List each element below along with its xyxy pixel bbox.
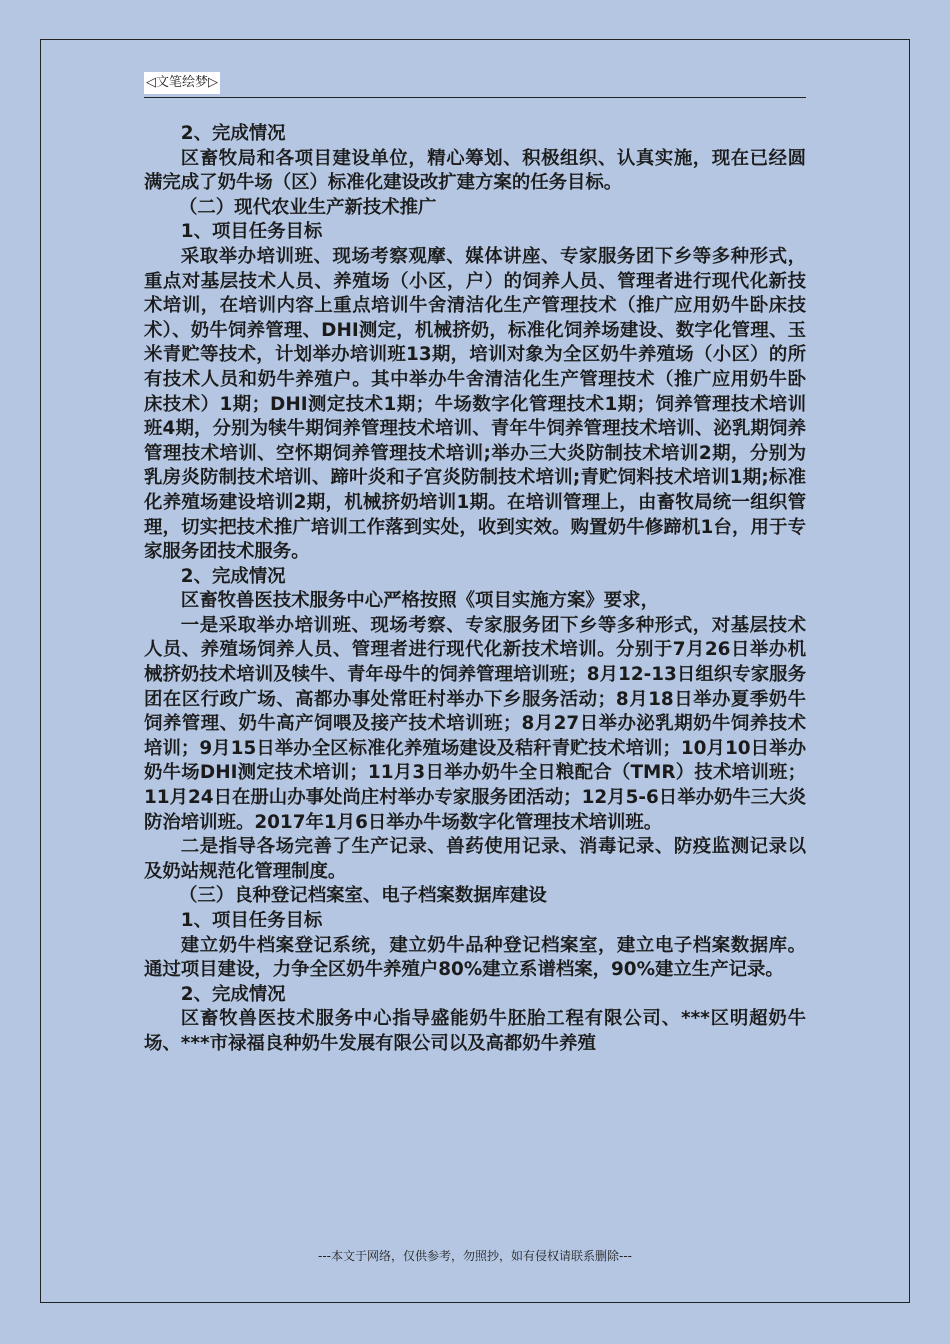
paragraph: 2、完成情况 — [180, 565, 286, 587]
paragraph: 建立奶牛档案登记系统，建立奶牛品种登记档案室，建立电子档案数据库。通过项目建设，力争全区奶牛养殖户80%建立系谱档案，90%建立生产记录。 — [144, 934, 806, 981]
section-heading: （三）良种登记档案室、电子档案数据库建设 — [178, 885, 547, 907]
section-heading: （二）现代农业生产新技术推广 — [178, 196, 437, 218]
paragraph: 区畜牧兽医技术服务中心严格按照《项目实施方案》要求， — [180, 590, 659, 612]
header-brand: ◁文笔绘梦▷ — [144, 72, 220, 94]
paragraph: 采取举办培训班、现场考察观摩、媒体讲座、专家服务团下乡等多种形式，重点对基层技术人员、养殖场（小区，户）的饲养人员、管理者进行现代化新技术培训，在培训内容上重点培训牛舍清洁化生产管理技术（推广应用奶牛卧床技术）、奶牛饲养管理、DHI测定，机械挤奶，标准化饲养场建设、数字化管理、玉米青贮等技术，计划举办培训班13期，培训对象为全区奶牛养殖场（小区）的所有技术人员和奶牛养殖户。其中举办牛舍清洁化生产管理技术（推广应用奶牛卧床技术）1期；DHI测定技术1期；牛场数字化管理技术1期；饲养管理技术培训班4期，分别为犊牛期饲养管理技术培训、青年牛饲养管理技术培训、泌乳期饲养管理技术培训、空怀期饲养管理技术培训;举办三大炎防制技术培训2期，分别为乳房炎防制技术培训、蹄叶炎和子宫炎防制技术培训;青贮饲料技术培训1期;标准化养殖场建设培训2期，机械挤奶培训1期。在培训管理上，由畜牧局统一组织管理，切实把技术推广培训工作落到实处，收到实效。购置奶牛修蹄机1台，用于专家服务团技术服务。 — [144, 245, 806, 563]
paragraph: 2、完成情况 — [180, 123, 286, 144]
header-rule — [144, 97, 806, 98]
paragraph: 2、完成情况 — [180, 983, 286, 1005]
paragraph: 二是指导各场完善了生产记录、兽药使用记录、消毒记录、防疫监测记录以及奶站规范化管理制度。 — [144, 836, 806, 882]
paragraph: 一是采取举办培训班、现场考察、专家服务团下乡等多种形式，对基层技术人员、养殖场饲养人员、管理者进行现代化新技术培训。分别于7月26日举办机械挤奶技术培训及犊牛、青年母牛的饲养管理培训班；8月12-13日组织专家服务团在区行政广场、高都办事处常旺村举办下乡服务活动；8月18日举办夏季奶牛饲养管理、奶牛高产饲喂及接产技术培训班；8月27日举办泌乳期奶牛饲养技术培训；9月15日举办全区标准化养殖场建设及秸秆青贮技术培训；10月10日举办奶牛场DHI测定技术培训；11月3日举办奶牛全日粮配合（TMR）技术培训班；11月24日在册山办事处尚庄村举办专家服务团活动；12月5-6日举办奶牛三大炎防治培训班。2017年1月6日举办牛场数字化管理技术培训班。 — [144, 614, 806, 833]
paragraph: 区畜牧兽医技术服务中心指导盛能奶牛胚胎工程有限公司、***区明超奶牛场、***市禄福良种奶牛发展有限公司以及高都奶牛养殖 — [144, 1008, 806, 1054]
paragraph: 区畜牧局和各项目建设单位，精心筹划、积极组织、认真实施，现在已经圆满完成了奶牛场（区）标准化建设改扩建方案的任务目标。 — [144, 147, 806, 194]
document-body — [144, 122, 806, 1057]
paragraph: 1、项目任务目标 — [180, 910, 323, 931]
footer-disclaimer: ---本文于网络，仅供参考，勿照抄，如有侵权请联系删除--- — [318, 1249, 632, 1263]
paragraph: 1、项目任务目标 — [180, 221, 323, 243]
